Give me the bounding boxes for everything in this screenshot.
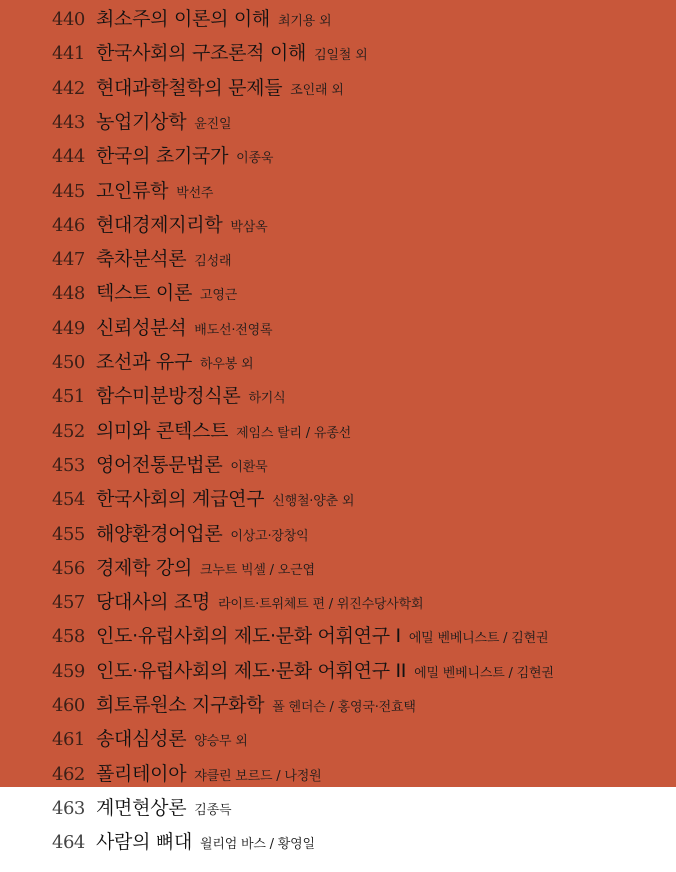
series-number: 443 bbox=[52, 111, 85, 133]
book-title: 송대심성론 bbox=[96, 728, 187, 751]
book-title: 인도·유럽사회의 제도·문화 어휘연구 I bbox=[96, 625, 401, 648]
book-title: 사람의 뼈대 bbox=[96, 831, 193, 854]
list-item bbox=[0, 313, 676, 347]
book-title: 계면현상론 bbox=[96, 796, 187, 819]
list-item bbox=[0, 416, 676, 450]
book-author: 김성래 bbox=[194, 254, 232, 270]
book-title: 축차분석론 bbox=[96, 248, 187, 271]
list-item bbox=[0, 656, 676, 690]
list-item bbox=[0, 278, 676, 312]
book-title: 경제학 강의 bbox=[96, 556, 193, 579]
series-number: 452 bbox=[52, 420, 85, 442]
series-number: 445 bbox=[52, 180, 85, 202]
book-title: 의미와 콘텍스트 bbox=[96, 419, 229, 442]
list-item bbox=[0, 107, 676, 141]
book-title: 신뢰성분석 bbox=[96, 316, 187, 339]
series-number: 456 bbox=[52, 557, 85, 579]
book-title: 현대경제지리학 bbox=[96, 213, 223, 236]
series-number: 451 bbox=[52, 386, 85, 408]
book-title: 한국사회의 구조론적 이해 bbox=[96, 42, 307, 65]
book-author: 박선주 bbox=[176, 185, 214, 201]
book-title: 농업기상학 bbox=[96, 110, 187, 133]
list-item bbox=[0, 176, 676, 210]
list-item bbox=[0, 827, 676, 861]
series-number: 450 bbox=[52, 352, 85, 373]
book-author: 에밀 벤베니스트 / 김현권 bbox=[408, 631, 549, 647]
list-item bbox=[0, 793, 676, 827]
book-title: 한국사회의 계급연구 bbox=[96, 488, 265, 511]
book-author: 이상고·장창익 bbox=[230, 528, 309, 544]
series-number: 455 bbox=[52, 523, 85, 545]
series-number: 444 bbox=[52, 146, 85, 168]
list-item bbox=[0, 244, 676, 278]
series-number: 457 bbox=[52, 592, 85, 614]
series-number: 440 bbox=[52, 9, 85, 30]
list-item bbox=[0, 484, 676, 518]
series-number: 454 bbox=[52, 489, 85, 511]
list-item bbox=[0, 553, 676, 587]
list-item bbox=[0, 724, 676, 758]
book-title: 당대사의 조명 bbox=[96, 591, 211, 614]
list-item bbox=[0, 759, 676, 793]
book-author: 쟈클린 보르드 / 나정원 bbox=[194, 768, 322, 784]
list-item bbox=[0, 519, 676, 553]
book-title: 텍스트 이론 bbox=[96, 282, 193, 305]
series-number: 464 bbox=[52, 832, 85, 854]
book-author: 이종욱 bbox=[236, 151, 274, 167]
book-title: 최소주의 이론의 이해 bbox=[96, 8, 270, 30]
list-item bbox=[0, 450, 676, 484]
book-author: 윌리엄 바스 / 황영일 bbox=[200, 837, 315, 853]
series-number: 460 bbox=[52, 695, 85, 716]
series-number: 446 bbox=[52, 214, 85, 236]
book-author: 크누트 빅셀 / 오근엽 bbox=[200, 562, 315, 578]
series-number: 441 bbox=[52, 43, 85, 65]
book-title: 해양환경어업론 bbox=[96, 522, 223, 545]
list-item bbox=[0, 4, 676, 38]
book-author: 조인래 외 bbox=[290, 82, 344, 98]
book-author: 최기용 외 bbox=[277, 14, 332, 29]
book-author: 이환묵 bbox=[230, 459, 268, 475]
book-author: 배도선·전영록 bbox=[194, 322, 273, 338]
book-title: 희토류원소 지구화학 bbox=[96, 694, 265, 716]
series-number: 453 bbox=[52, 454, 85, 476]
book-title: 현대과학철학의 문제들 bbox=[96, 76, 283, 99]
series-number: 442 bbox=[52, 77, 85, 99]
book-title: 함수미분방정식론 bbox=[96, 385, 241, 408]
book-author: 신행철·양춘 외 bbox=[272, 494, 355, 510]
book-author: 김일철 외 bbox=[314, 48, 368, 64]
book-author: 에밀 벤베니스트 / 김현권 bbox=[414, 665, 554, 681]
book-title: 한국의 초기국가 bbox=[96, 145, 229, 168]
series-number: 458 bbox=[52, 626, 85, 648]
series-number: 459 bbox=[52, 660, 85, 682]
series-number: 461 bbox=[52, 729, 85, 751]
book-author: 김종득 bbox=[194, 802, 232, 818]
book-author: 하우봉 외 bbox=[200, 357, 254, 372]
list-item bbox=[0, 73, 676, 107]
list-item bbox=[0, 38, 676, 72]
book-title: 고인류학 bbox=[96, 179, 169, 202]
list-item bbox=[0, 347, 676, 381]
book-author: 라이트·트위체트 편 / 위진수당사학회 bbox=[218, 597, 424, 613]
book-author: 하기식 bbox=[248, 391, 286, 407]
book-author: 고영근 bbox=[200, 288, 238, 304]
book-title: 인도·유럽사회의 제도·문화 어휘연구 II bbox=[96, 659, 407, 682]
list-item bbox=[0, 210, 676, 244]
book-author: 윤진일 bbox=[194, 116, 232, 132]
series-number: 447 bbox=[52, 249, 85, 271]
list-item bbox=[0, 141, 676, 175]
series-number: 449 bbox=[52, 317, 85, 339]
list-item bbox=[0, 690, 676, 724]
book-title: 폴리테이아 bbox=[96, 762, 187, 785]
book-author: 양승무 외 bbox=[194, 734, 248, 750]
book-author: 폴 헨더슨 / 홍영국·전효택 bbox=[272, 700, 416, 715]
list-item bbox=[0, 621, 676, 655]
series-number: 462 bbox=[52, 763, 85, 785]
book-title: 조선과 유구 bbox=[96, 351, 193, 373]
series-number: 448 bbox=[52, 283, 85, 305]
book-author: 박삼옥 bbox=[230, 219, 268, 235]
series-number: 463 bbox=[52, 797, 85, 819]
book-title: 영어전통문법론 bbox=[96, 453, 223, 476]
book-author: 제임스 탈리 / 유종선 bbox=[236, 425, 351, 441]
list-item bbox=[0, 587, 676, 621]
list-item bbox=[0, 381, 676, 415]
